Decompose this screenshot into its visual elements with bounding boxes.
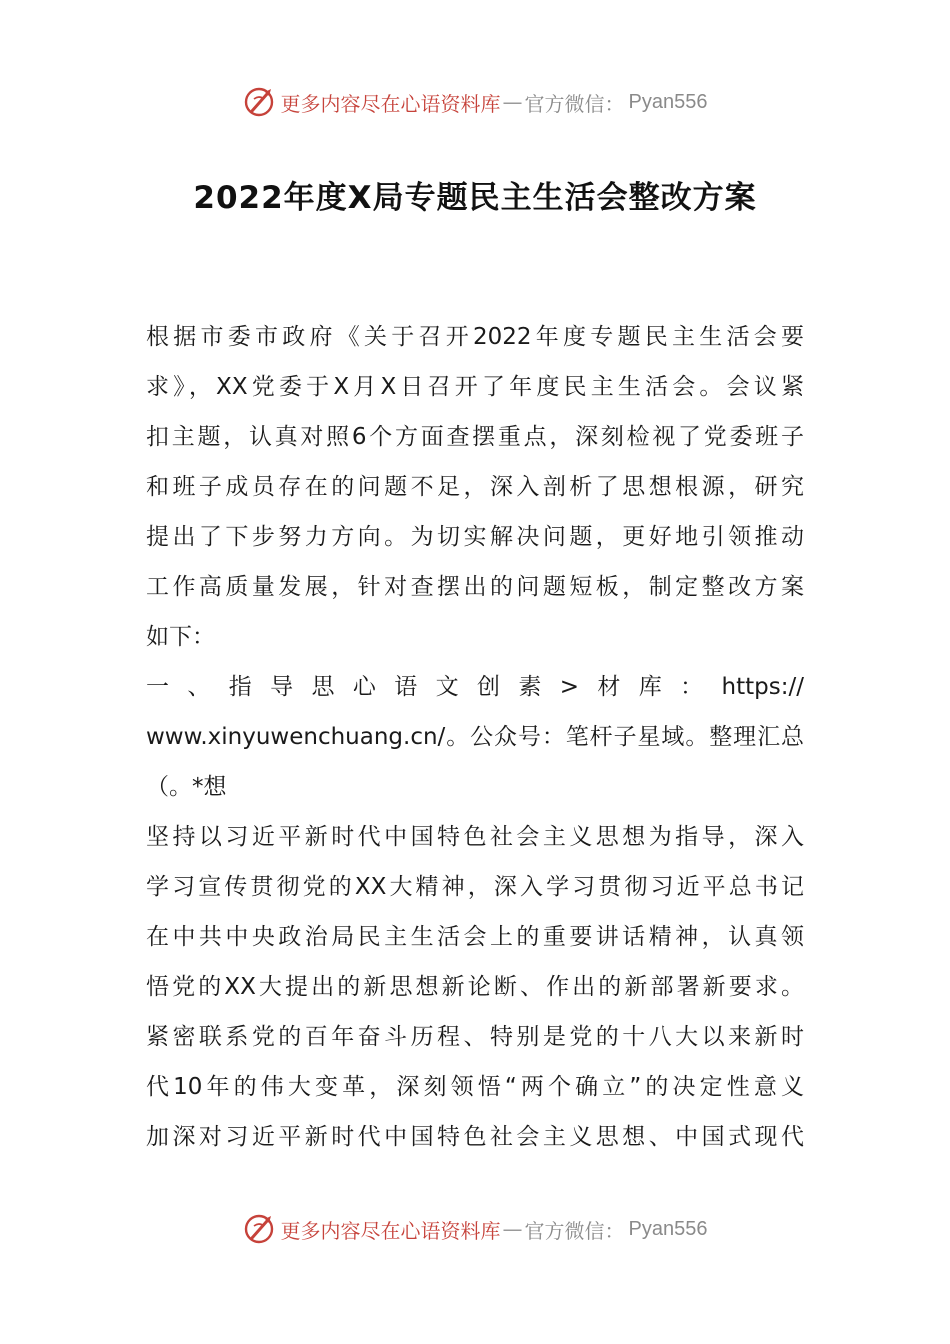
body-line: 悟党的XX大提出的新思想新论断、作出的新部署新要求。	[146, 974, 804, 1000]
body-line: 工作高质量发展，针对查摆出的问题短板，制定整改方案	[146, 574, 804, 600]
header-banner	[0, 80, 950, 124]
pen-logo-icon	[243, 1212, 277, 1246]
body-line: 提出了下步努力方向。为切实解决问题，更好地引领推动	[146, 524, 804, 550]
body-line: 和班子成员存在的问题不足，深入剖析了思想根源，研究	[146, 474, 804, 500]
banner-wechat-label: 官方微信：	[524, 91, 625, 116]
banner-wechat-handle: Pyan556	[628, 1217, 708, 1240]
body-line: 扣主题，认真对照6个方面查摆重点，深刻检视了党委班子	[146, 424, 804, 450]
pen-logo-icon	[243, 85, 277, 119]
banner-wechat-handle: Pyan556	[628, 90, 708, 113]
banner-brand-text: 更多内容尽在心语资料库	[280, 1218, 501, 1243]
body-line: （。*想	[146, 774, 227, 800]
body-line: 代10年的伟大变革，深刻领悟“两个确立”的决定性意义	[146, 1074, 804, 1100]
body-line: 坚持以习近平新时代中国特色社会主义思想为指导，深入	[146, 824, 804, 850]
document-body	[146, 312, 804, 1162]
body-line: 学习宣传贯彻党的XX大精神，深入学习贯彻习近平总书记	[146, 874, 804, 900]
banner-dash: —	[502, 90, 523, 114]
footer-banner	[0, 1207, 950, 1251]
body-line: 如下：	[146, 624, 215, 650]
banner-brand-text: 更多内容尽在心语资料库	[280, 91, 501, 116]
body-line: 求》，XX党委于X月X日召开了年度民主生活会。会议紧	[146, 374, 804, 400]
body-line: 在中共中央政治局民主生活会上的重要讲话精神，认真领	[146, 924, 804, 950]
banner-wechat-label: 官方微信：	[524, 1218, 625, 1243]
body-line: 紧密联系党的百年奋斗历程、特别是党的十八大以来新时	[146, 1024, 804, 1050]
document-title: 2022年度X局专题民主生活会整改方案	[193, 180, 757, 216]
body-line: www.xinyuwenchuang.cn/。公众号：笔杆子星域。整理汇总	[146, 724, 804, 750]
body-line: 加深对习近平新时代中国特色社会主义思想、中国式现代	[146, 1124, 804, 1150]
body-line: 根据市委市政府《关于召开2022年度专题民主生活会要	[146, 324, 804, 350]
body-line: 一、指导思心语文创素>材库：https://	[146, 674, 804, 700]
banner-dash: —	[502, 1217, 523, 1241]
